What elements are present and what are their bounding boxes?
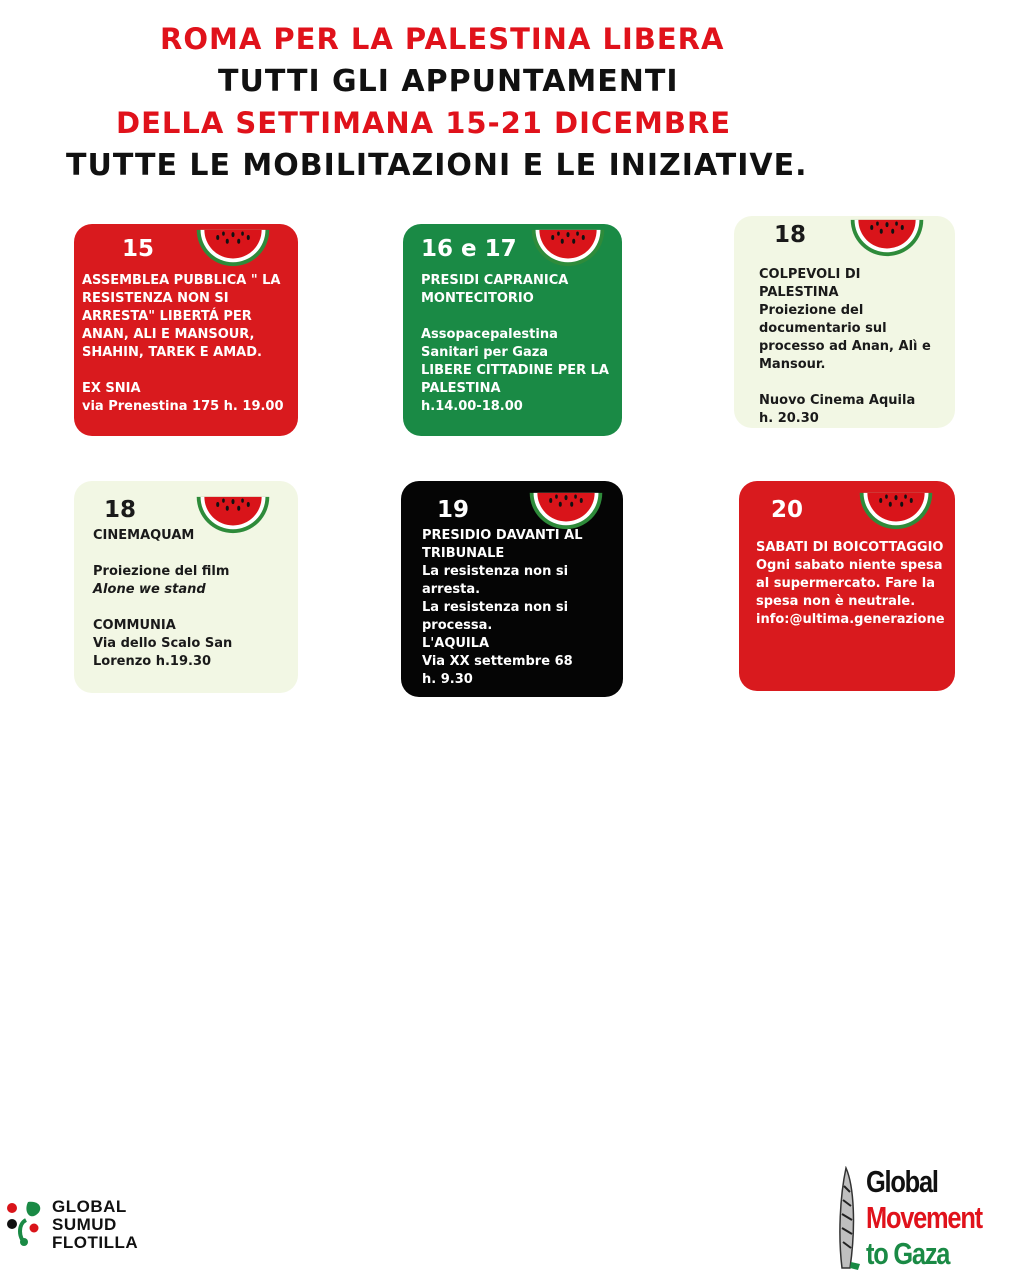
event-details [93,527,288,671]
event-location: EX SNIA via Prenestina 175 h. 19.00 [82,381,284,414]
event-card-18-cinema-aquila [734,216,955,428]
event-location: COMMUNIA Via dello Scalo San Lorenzo h.19.30 [93,618,233,669]
event-details [82,272,288,416]
event-organizers: Assopacepalestina Sanitari per Gaza LIBERE CITTADINE PER LA PALESTINA h.14.00-18.00 [421,327,609,414]
event-title: COLPEVOLI DI PALESTINA Proiezione del documentario sul processo ad Anan, Alì e Mansour. [759,267,931,372]
event-card-16-17 [403,224,622,436]
event-day: 16 e 17 [421,236,517,262]
event-details [759,266,944,428]
event-description: Proiezione del film Alone we stand [93,564,230,597]
global-sumud-flotilla-logo [4,1196,174,1256]
event-title: ASSEMBLEA PUBBLICA " LA RESISTENZA NON SI ARRESTA" LIBERTÁ PER ANAN, ALI E MANSOUR, SHAHIN, TAREK E AMAD. [82,273,281,360]
flotilla-logo-text [52,1198,138,1252]
key-icon [832,1166,862,1270]
watermelon-icon [848,216,926,258]
event-card-15 [74,224,298,436]
watermelon-icon [857,489,935,531]
event-title: PRESIDIO DAVANTI AL TRIBUNALE La resistenza non si arresta. La resistenza non si processa. L'AQUILA Via XX settembre 68 h. 9.30 [422,528,583,687]
event-card-18-cinemaquam [74,481,298,693]
title-line-4: TUTTE LE MOBILITAZIONI E LE INIZIATIVE. [66,148,808,183]
event-day: 19 [437,497,470,523]
event-details [422,527,612,689]
title-line-1: ROMA PER LA PALESTINA LIBERA [160,22,725,56]
event-title: SABATI DI BOICOTTAGGIO Ogni sabato niente spesa al supermercato. Fare la spesa non è neutrale. info:@ultima.generazione [756,540,945,627]
event-day: 20 [771,497,804,523]
watermelon-icon [529,226,607,268]
logo-line: SUMUD [52,1215,117,1234]
logo-line: to Gaza [866,1236,950,1271]
flotilla-leaf-icon [4,1198,48,1250]
film-title: Alone we stand [93,582,206,597]
event-card-19 [401,481,623,697]
watermelon-icon [194,226,272,268]
event-details [421,272,611,416]
event-title: PRESIDI CAPRANICA MONTECITORIO [421,273,569,306]
event-title: CINEMAQUAM [93,528,195,543]
logo-line: FLOTILLA [52,1233,139,1252]
logo-line: Global [866,1164,938,1199]
event-day: 15 [122,236,155,262]
global-movement-to-gaza-logo [832,1162,1012,1274]
gaza-logo-text [866,1164,1007,1272]
logo-line: Movement [866,1200,982,1235]
event-day: 18 [104,497,137,523]
title-line-3: DELLA SETTIMANA 15-21 DICEMBRE [116,106,732,140]
event-location: Nuovo Cinema Aquila h. 20.30 [759,393,916,426]
event-details [756,539,946,629]
logo-line: GLOBAL [52,1197,127,1216]
title-line-2: TUTTI GLI APPUNTAMENTI [218,64,679,99]
event-day: 18 [774,222,807,248]
event-card-20 [739,481,955,691]
watermelon-icon [527,489,605,531]
